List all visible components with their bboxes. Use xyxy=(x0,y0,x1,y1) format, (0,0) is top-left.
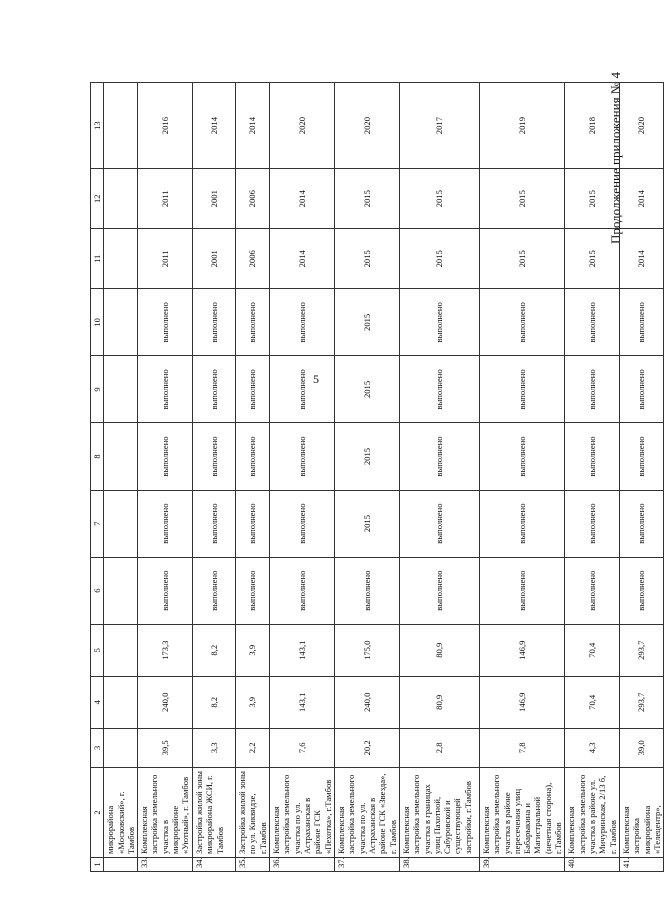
value-cell: выполнено xyxy=(399,356,479,423)
value-cell xyxy=(104,229,138,289)
value-cell: выполнено xyxy=(619,423,663,490)
value-cell: 20,2 xyxy=(335,728,400,767)
value-cell xyxy=(104,83,138,169)
value-cell: 175,0 xyxy=(335,624,400,676)
value-cell: выполнено xyxy=(399,289,479,356)
header-cell: 5 xyxy=(91,624,104,676)
value-cell: выполнено xyxy=(399,423,479,490)
value-cell: 39,5 xyxy=(138,728,193,767)
value-cell: 240,0 xyxy=(335,676,400,728)
value-cell: 2,2 xyxy=(236,728,270,767)
construction-table xyxy=(90,82,664,872)
value-cell: 2015 xyxy=(335,169,400,229)
value-cell: 2011 xyxy=(138,229,193,289)
object-name-cell: микрорайона «Московский», г. Тамбов xyxy=(104,767,138,857)
row-number-cell xyxy=(104,857,138,871)
value-cell: выполнено xyxy=(619,557,663,624)
value-cell: 3,3 xyxy=(193,728,236,767)
header-cell: 11 xyxy=(91,229,104,289)
object-name-cell: Комплексная застройка земельного участка в границах улиц Пахотной, Сабуровской и существующей застройки, г.Тамбов xyxy=(399,767,479,857)
value-cell: 2014 xyxy=(193,83,236,169)
row-number-cell: 39. xyxy=(479,857,565,871)
value-cell: 39,0 xyxy=(619,728,663,767)
value-cell: 146,9 xyxy=(479,624,565,676)
value-cell: 2014 xyxy=(236,83,270,169)
row-number-cell: 41. xyxy=(619,857,663,871)
header-cell: 8 xyxy=(91,423,104,490)
table-row xyxy=(104,83,138,872)
header-cell: 7 xyxy=(91,490,104,557)
value-cell: 2015 xyxy=(399,229,479,289)
header-cell: 6 xyxy=(91,557,104,624)
value-cell: выполнено xyxy=(270,490,335,557)
value-cell: 2015 xyxy=(335,229,400,289)
page-number: 5 xyxy=(313,372,319,386)
value-cell: 2015 xyxy=(335,289,400,356)
value-cell: 3,9 xyxy=(236,676,270,728)
value-cell: 2015 xyxy=(565,169,620,229)
value-cell: 2015 xyxy=(335,356,400,423)
value-cell: 2014 xyxy=(270,169,335,229)
value-cell: выполнено xyxy=(236,557,270,624)
value-cell: 8,2 xyxy=(193,624,236,676)
value-cell: выполнено xyxy=(399,557,479,624)
value-cell xyxy=(104,624,138,676)
table-row xyxy=(399,83,479,872)
value-cell: 2,8 xyxy=(399,728,479,767)
object-name-cell: Комплексная застройка земельного участка по ул. Астраханская в районе ГСК «Пехотка», г.Тамбов xyxy=(270,767,335,857)
object-name-cell: Застройка жилой зоны микрорайона ЖСИ, г. Тамбов xyxy=(193,767,236,857)
value-cell: 4,3 xyxy=(565,728,620,767)
header-cell: 2 xyxy=(91,767,104,857)
value-cell xyxy=(104,356,138,423)
header-cell: 4 xyxy=(91,676,104,728)
value-cell: 146,9 xyxy=(479,676,565,728)
value-cell xyxy=(104,676,138,728)
value-cell: 80,9 xyxy=(399,624,479,676)
value-cell: 2015 xyxy=(399,169,479,229)
value-cell: 2014 xyxy=(619,169,663,229)
value-cell: выполнено xyxy=(270,557,335,624)
value-cell: 70,4 xyxy=(565,676,620,728)
value-cell: 2020 xyxy=(619,83,663,169)
table-row xyxy=(270,83,335,872)
value-cell: выполнено xyxy=(479,423,565,490)
value-cell: выполнено xyxy=(565,557,620,624)
value-cell: выполнено xyxy=(619,289,663,356)
header-cell: 1 xyxy=(91,857,104,871)
value-cell: выполнено xyxy=(138,356,193,423)
value-cell: выполнено xyxy=(236,490,270,557)
value-cell: выполнено xyxy=(479,490,565,557)
value-cell: выполнено xyxy=(236,289,270,356)
value-cell: выполнено xyxy=(236,356,270,423)
value-cell: выполнено xyxy=(619,356,663,423)
value-cell: 2006 xyxy=(236,169,270,229)
value-cell: выполнено xyxy=(479,289,565,356)
value-cell: 2019 xyxy=(479,83,565,169)
value-cell: 7,8 xyxy=(479,728,565,767)
value-cell: выполнено xyxy=(270,423,335,490)
value-cell xyxy=(104,557,138,624)
value-cell: 2011 xyxy=(138,169,193,229)
value-cell: выполнено xyxy=(479,557,565,624)
header-cell: 13 xyxy=(91,83,104,169)
value-cell: 2015 xyxy=(335,490,400,557)
row-number-cell: 37. xyxy=(335,857,400,871)
value-cell: 2014 xyxy=(619,229,663,289)
value-cell: 7,6 xyxy=(270,728,335,767)
value-cell xyxy=(104,728,138,767)
row-number-cell: 33. xyxy=(138,857,193,871)
table-row xyxy=(619,83,663,872)
header-cell: 9 xyxy=(91,356,104,423)
value-cell: 173,3 xyxy=(138,624,193,676)
table-row xyxy=(138,83,193,872)
value-cell: выполнено xyxy=(270,356,335,423)
value-cell: 2016 xyxy=(138,83,193,169)
value-cell xyxy=(104,289,138,356)
value-cell: 3,9 xyxy=(236,624,270,676)
header-cell: 10 xyxy=(91,289,104,356)
value-cell: выполнено xyxy=(193,490,236,557)
row-number-cell: 40. xyxy=(565,857,620,871)
row-number-cell: 36. xyxy=(270,857,335,871)
value-cell: 70,4 xyxy=(565,624,620,676)
value-cell: выполнено xyxy=(619,490,663,557)
value-cell: выполнено xyxy=(138,423,193,490)
object-name-cell: Комплексная застройка земельного участка в районе ул. Мичуринская, 2/13 б, г. Тамбов xyxy=(565,767,620,857)
value-cell: 293,7 xyxy=(619,624,663,676)
value-cell: 2018 xyxy=(565,83,620,169)
value-cell: 2001 xyxy=(193,229,236,289)
value-cell: 2015 xyxy=(479,229,565,289)
value-cell: выполнено xyxy=(565,490,620,557)
value-cell: 2014 xyxy=(270,229,335,289)
value-cell: выполнено xyxy=(138,289,193,356)
value-cell: выполнено xyxy=(193,423,236,490)
object-name-cell: Комплексная застройка земельного участка в районе пересечения улиц Бабарыкина и Магистральной (нечетная сторона), г.Тамбов xyxy=(479,767,565,857)
header-row xyxy=(91,83,104,872)
value-cell: 2020 xyxy=(335,83,400,169)
table-row xyxy=(335,83,400,872)
header-cell: 3 xyxy=(91,728,104,767)
value-cell: 143,1 xyxy=(270,624,335,676)
appendix-title: Продолжение приложения № 4 xyxy=(608,72,623,244)
value-cell: выполнено xyxy=(138,490,193,557)
value-cell: выполнено xyxy=(335,557,400,624)
row-number-cell: 38. xyxy=(399,857,479,871)
value-cell xyxy=(104,423,138,490)
value-cell: выполнено xyxy=(399,490,479,557)
row-number-cell: 34. xyxy=(193,857,236,871)
value-cell: 143,1 xyxy=(270,676,335,728)
table-row xyxy=(236,83,270,872)
value-cell: выполнено xyxy=(565,356,620,423)
value-cell xyxy=(104,169,138,229)
object-name-cell: Комплексная застройка земельного участка в микрорайоне «Уютный», г. Тамбов xyxy=(138,767,193,857)
value-cell: 293,7 xyxy=(619,676,663,728)
value-cell: выполнено xyxy=(193,557,236,624)
value-cell: 80,9 xyxy=(399,676,479,728)
value-cell: выполнено xyxy=(236,423,270,490)
value-cell: 2006 xyxy=(236,229,270,289)
value-cell: 2015 xyxy=(335,423,400,490)
value-cell: выполнено xyxy=(565,423,620,490)
value-cell: выполнено xyxy=(138,557,193,624)
value-cell xyxy=(104,490,138,557)
header-cell: 12 xyxy=(91,169,104,229)
table-row xyxy=(479,83,565,872)
value-cell: выполнено xyxy=(479,356,565,423)
table-row xyxy=(565,83,620,872)
value-cell: выполнено xyxy=(270,289,335,356)
value-cell: 2001 xyxy=(193,169,236,229)
value-cell: выполнено xyxy=(193,289,236,356)
value-cell: выполнено xyxy=(193,356,236,423)
value-cell: 2015 xyxy=(565,229,620,289)
table-row xyxy=(193,83,236,872)
value-cell: 2020 xyxy=(270,83,335,169)
object-name-cell: Застройка жилой зоны по ул. Киквидзе, г.Тамбов xyxy=(236,767,270,857)
object-name-cell: Комплексная застройка микрорайона «Телецентр», xyxy=(619,767,663,857)
value-cell: 8,2 xyxy=(193,676,236,728)
value-cell: 240,0 xyxy=(138,676,193,728)
value-cell: 2017 xyxy=(399,83,479,169)
row-number-cell: 35. xyxy=(236,857,270,871)
object-name-cell: Комплексная застройка земельного участка по ул. Астраханская в районе ГСК «Звезда», г. Тамбов xyxy=(335,767,400,857)
value-cell: выполнено xyxy=(565,289,620,356)
value-cell: 2015 xyxy=(479,169,565,229)
